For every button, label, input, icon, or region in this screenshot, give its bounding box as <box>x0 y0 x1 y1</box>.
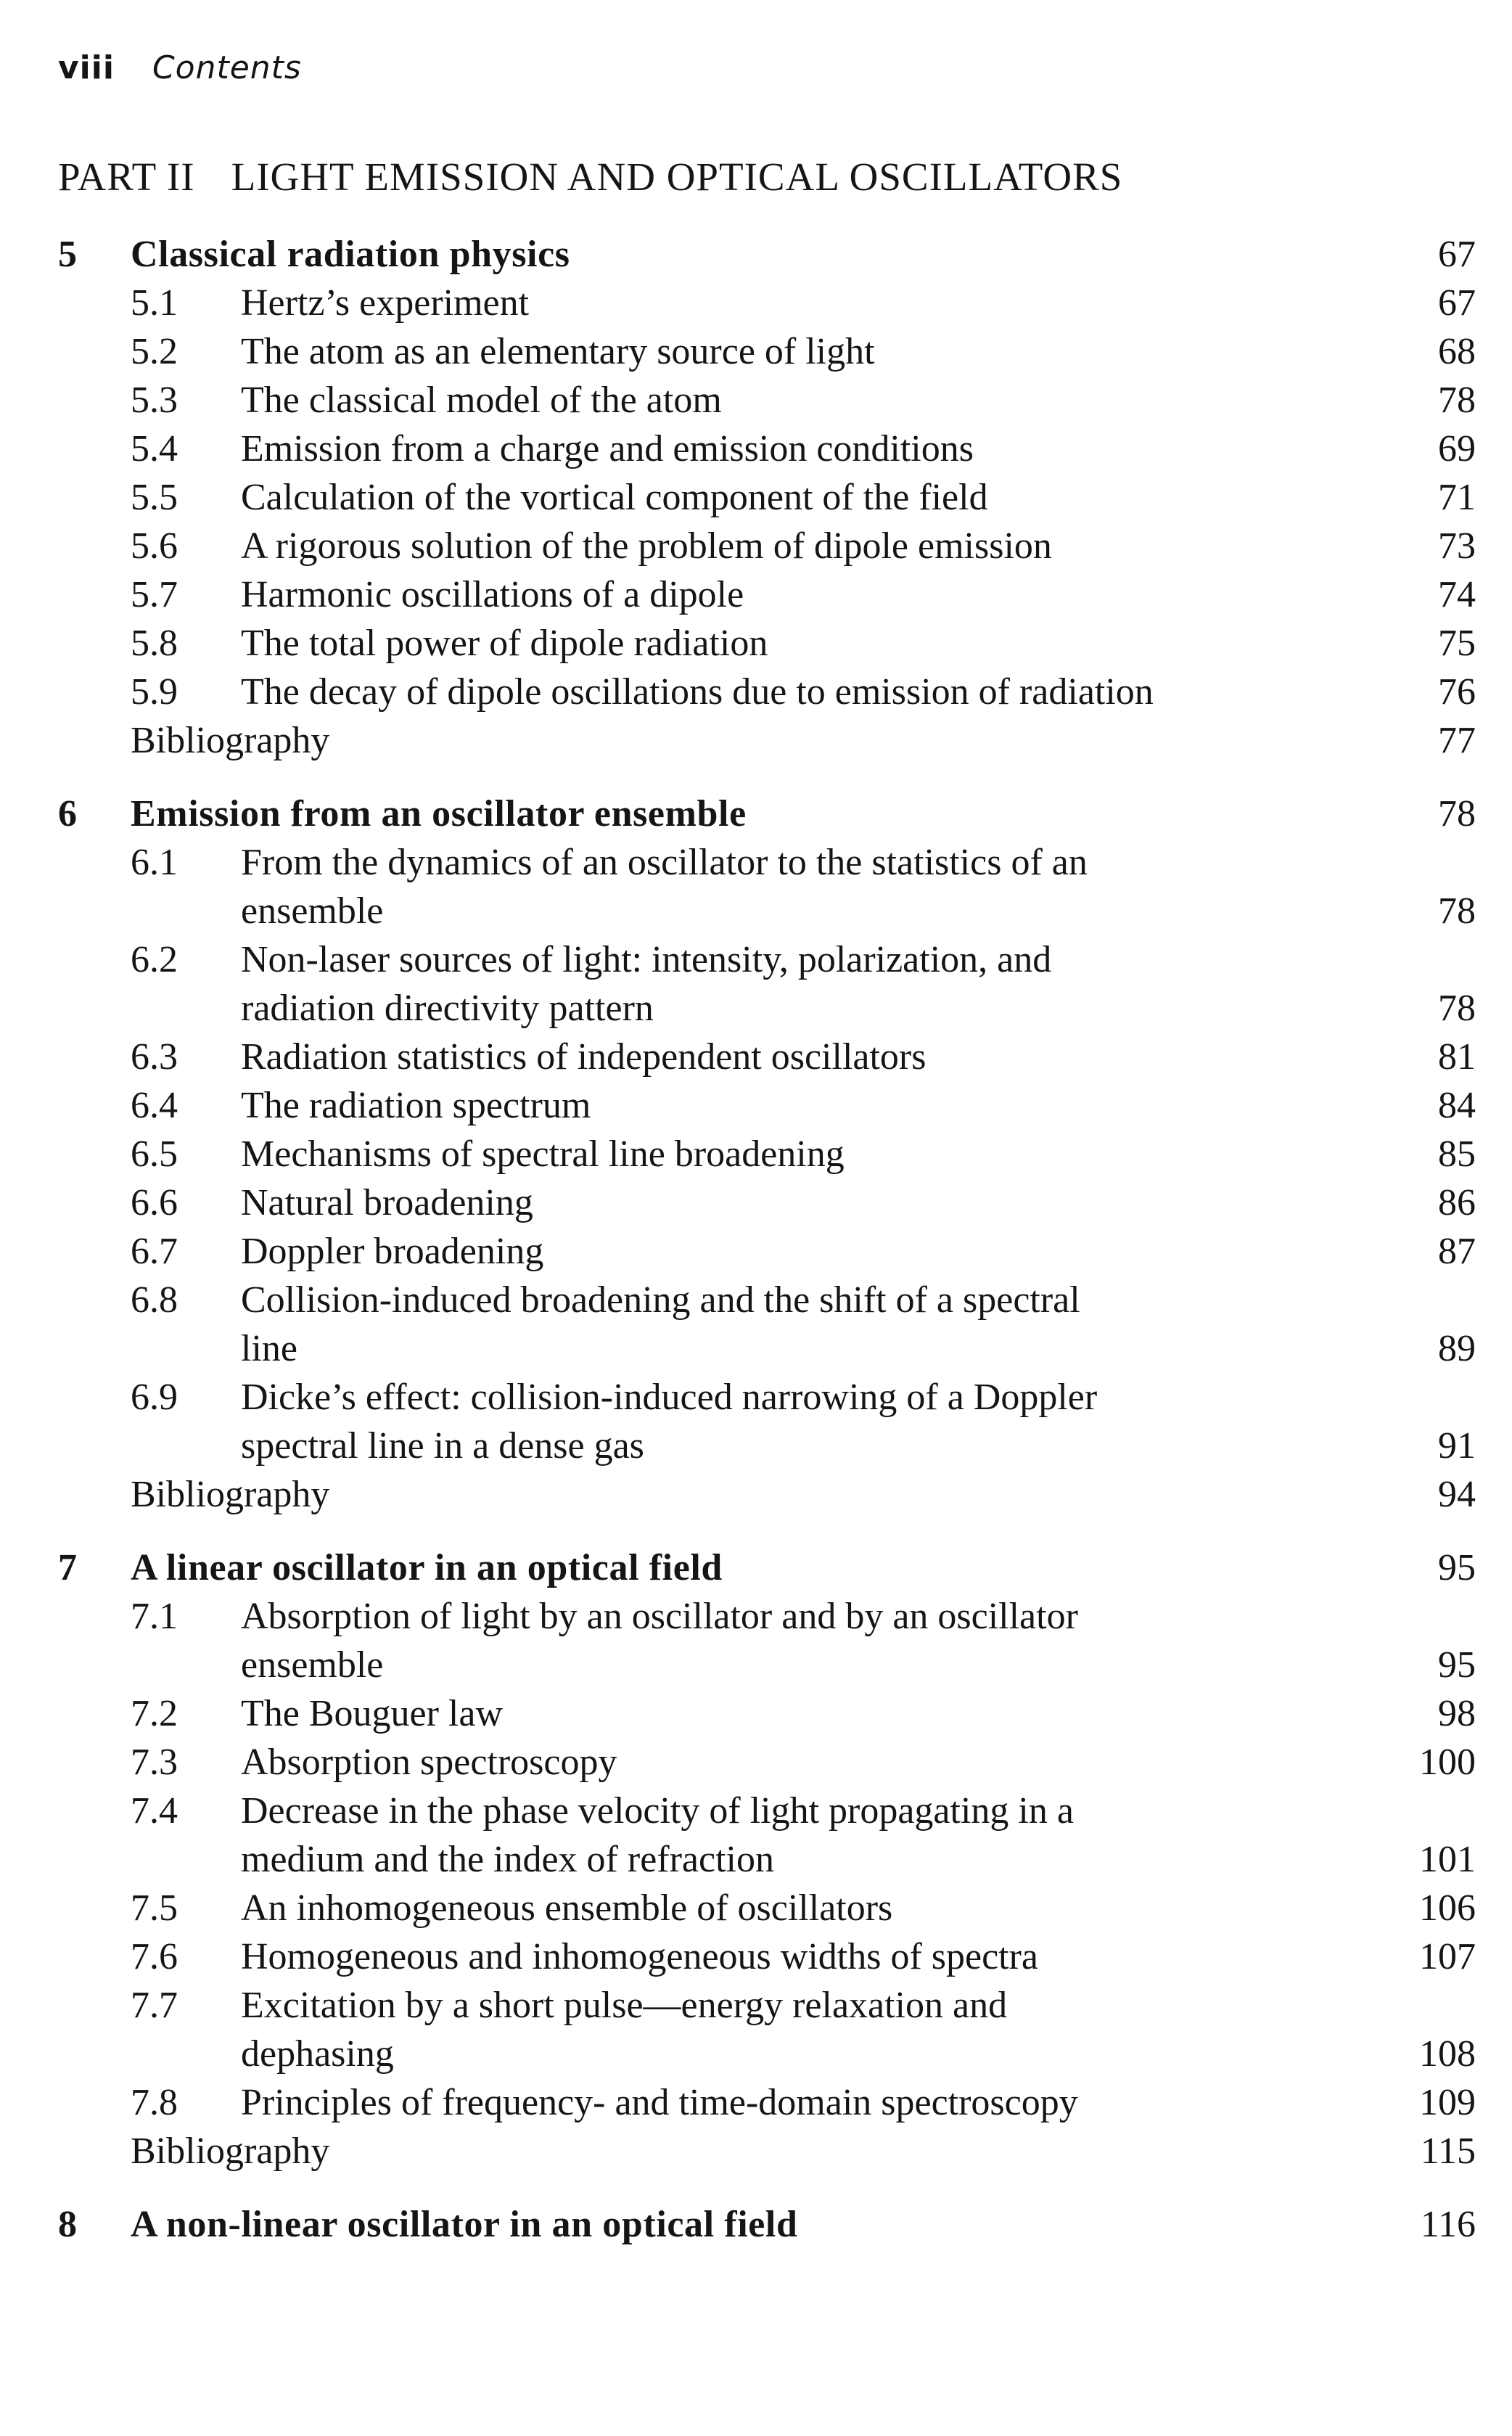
section-page: 81 <box>1438 1036 1476 1078</box>
section-number: 5.3 <box>131 380 178 421</box>
section-page: 69 <box>1438 428 1476 469</box>
section-title: The atom as an elementary source of light <box>241 331 875 372</box>
section-number: 5.1 <box>131 282 178 324</box>
part-label: PART II <box>58 155 195 199</box>
bibliography-entry <box>0 2128 1512 2175</box>
section-title: The total power of dipole radiation <box>241 623 768 664</box>
section-page: 71 <box>1438 477 1476 518</box>
section-page: 91 <box>1438 1425 1476 1467</box>
section-title: Excitation by a short pulse—energy relaxation and <box>241 1985 1008 2026</box>
section-number: 6.4 <box>131 1085 178 1126</box>
section-entry <box>0 668 1512 716</box>
section-number: 5.9 <box>131 671 178 713</box>
section-number: 7.3 <box>131 1742 178 1783</box>
running-head <box>58 49 302 93</box>
section-title: Principles of frequency- and time-domain spectroscopy <box>241 2082 1078 2123</box>
section-number: 7.8 <box>131 2082 178 2123</box>
section-number: 7.5 <box>131 1887 178 1929</box>
section-number: 7.4 <box>131 1790 178 1832</box>
section-title: radiation directivity pattern <box>241 988 654 1029</box>
section-entry <box>0 620 1512 668</box>
section-number: 5.4 <box>131 428 178 469</box>
chapter-page: 95 <box>1438 1547 1476 1588</box>
section-page: 73 <box>1438 525 1476 567</box>
section-page: 89 <box>1438 1328 1476 1369</box>
section-page: 74 <box>1438 574 1476 615</box>
section-title: Natural broadening <box>241 1182 533 1223</box>
section-title: A rigorous solution of the problem of dipole emission <box>241 525 1052 567</box>
chapter-heading <box>0 790 1512 838</box>
section-entry <box>0 1593 1512 1641</box>
section-entry <box>0 985 1512 1033</box>
section-title: Doppler broadening <box>241 1231 544 1272</box>
section-entry <box>0 1933 1512 1981</box>
section-title: Non-laser sources of light: intensity, polarization, and <box>241 939 1052 980</box>
section-number: 6.6 <box>131 1182 178 1223</box>
section-title: spectral line in a dense gas <box>241 1425 644 1467</box>
running-title: Contents <box>152 49 302 86</box>
chapter-title: Emission from an oscillator ensemble <box>131 793 747 834</box>
section-page: 68 <box>1438 331 1476 372</box>
section-number: 6.2 <box>131 939 178 980</box>
section-entry <box>0 1131 1512 1178</box>
chapter-title: A linear oscillator in an optical field <box>131 1547 723 1588</box>
section-page: 78 <box>1438 988 1476 1029</box>
section-title: The decay of dipole oscillations due to emission of radiation <box>241 671 1154 713</box>
section-title: Emission from a charge and emission conditions <box>241 428 974 469</box>
section-title: Calculation of the vortical component of the field <box>241 477 988 518</box>
section-page: 106 <box>1419 1887 1476 1929</box>
section-entry <box>0 279 1512 327</box>
chapter-number: 6 <box>58 793 77 834</box>
section-entry <box>0 2030 1512 2078</box>
section-page: 84 <box>1438 1085 1476 1126</box>
chapter-heading <box>0 2201 1512 2249</box>
chapter-title: Classical radiation physics <box>131 234 570 275</box>
bibliography-entry <box>0 1471 1512 1519</box>
section-page: 107 <box>1419 1936 1476 1977</box>
section-entry <box>0 328 1512 376</box>
bibliography-label: Bibliography <box>131 2131 330 2172</box>
section-page: 78 <box>1438 380 1476 421</box>
section-number: 6.7 <box>131 1231 178 1272</box>
section-entry <box>0 1982 1512 2030</box>
section-page: 86 <box>1438 1182 1476 1223</box>
bibliography-page: 77 <box>1438 720 1476 761</box>
section-number: 5.2 <box>131 331 178 372</box>
section-number: 5.7 <box>131 574 178 615</box>
section-title: Collision-induced broadening and the shift of a spectral <box>241 1279 1080 1321</box>
section-page: 87 <box>1438 1231 1476 1272</box>
section-number: 7.7 <box>131 1985 178 2026</box>
section-number: 7.6 <box>131 1936 178 1977</box>
chapter-title: A non-linear oscillator in an optical field <box>131 2204 798 2245</box>
section-title: Hertz’s experiment <box>241 282 530 324</box>
part-heading <box>58 154 1122 200</box>
section-title: Mechanisms of spectral line broadening <box>241 1133 845 1175</box>
section-entry <box>0 1422 1512 1470</box>
section-page: 98 <box>1438 1693 1476 1734</box>
page-number: viii <box>58 49 115 86</box>
section-entry <box>0 2079 1512 2127</box>
bibliography-label: Bibliography <box>131 1474 330 1515</box>
section-page: 101 <box>1419 1839 1476 1880</box>
chapter-number: 8 <box>58 2204 77 2245</box>
section-title: An inhomogeneous ensemble of oscillators <box>241 1887 893 1929</box>
section-page: 100 <box>1419 1742 1476 1783</box>
section-entry <box>0 1690 1512 1738</box>
section-number: 6.5 <box>131 1133 178 1175</box>
chapter-page: 67 <box>1438 234 1476 275</box>
section-page: 78 <box>1438 890 1476 932</box>
section-number: 5.8 <box>131 623 178 664</box>
section-title: Homogeneous and inhomogeneous widths of spectra <box>241 1936 1039 1977</box>
section-entry <box>0 1325 1512 1373</box>
section-title: Harmonic oscillations of a dipole <box>241 574 744 615</box>
section-entry <box>0 1179 1512 1227</box>
section-title: Radiation statistics of independent oscillators <box>241 1036 926 1078</box>
section-number: 6.8 <box>131 1279 178 1321</box>
section-entry <box>0 936 1512 984</box>
section-title: The Bouguer law <box>241 1693 504 1734</box>
section-page: 108 <box>1419 2033 1476 2075</box>
chapter-number: 5 <box>58 234 77 275</box>
section-entry <box>0 377 1512 425</box>
section-entry <box>0 522 1512 570</box>
chapter-heading <box>0 1544 1512 1592</box>
section-title: Dicke’s effect: collision-induced narrowing of a Doppler <box>241 1377 1098 1418</box>
section-entry <box>0 1641 1512 1689</box>
section-entry <box>0 1836 1512 1884</box>
section-number: 6.3 <box>131 1036 178 1078</box>
chapter-page: 116 <box>1420 2204 1476 2245</box>
section-number: 6.9 <box>131 1377 178 1418</box>
section-entry <box>0 474 1512 522</box>
section-entry <box>0 1885 1512 1932</box>
section-title: ensemble <box>241 890 384 932</box>
chapter-heading <box>0 231 1512 279</box>
section-title: ensemble <box>241 1644 384 1686</box>
section-number: 7.2 <box>131 1693 178 1734</box>
section-title: line <box>241 1328 297 1369</box>
section-entry <box>0 1276 1512 1324</box>
section-number: 7.1 <box>131 1596 178 1637</box>
section-entry <box>0 1228 1512 1276</box>
section-page: 109 <box>1419 2082 1476 2123</box>
bibliography-label: Bibliography <box>131 720 330 761</box>
section-entry <box>0 1082 1512 1130</box>
section-title: From the dynamics of an oscillator to the statistics of an <box>241 842 1088 883</box>
part-title: LIGHT EMISSION AND OPTICAL OSCILLATORS <box>231 155 1123 199</box>
section-entry <box>0 1033 1512 1081</box>
section-title: dephasing <box>241 2033 394 2075</box>
section-entry <box>0 1374 1512 1422</box>
section-page: 67 <box>1438 282 1476 324</box>
section-entry <box>0 839 1512 887</box>
section-page: 95 <box>1438 1644 1476 1686</box>
chapter-number: 7 <box>58 1547 77 1588</box>
section-page: 85 <box>1438 1133 1476 1175</box>
section-page: 75 <box>1438 623 1476 664</box>
section-entry <box>0 571 1512 619</box>
section-entry <box>0 1787 1512 1835</box>
section-title: Decrease in the phase velocity of light propagating in a <box>241 1790 1074 1832</box>
chapter-page: 78 <box>1438 793 1476 834</box>
bibliography-page: 94 <box>1438 1474 1476 1515</box>
section-number: 6.1 <box>131 842 178 883</box>
section-title: The radiation spectrum <box>241 1085 591 1126</box>
section-title: The classical model of the atom <box>241 380 722 421</box>
section-number: 5.6 <box>131 525 178 567</box>
bibliography-entry <box>0 717 1512 765</box>
section-title: Absorption spectroscopy <box>241 1742 617 1783</box>
section-entry <box>0 887 1512 935</box>
section-entry <box>0 1739 1512 1787</box>
section-page: 76 <box>1438 671 1476 713</box>
bibliography-page: 115 <box>1420 2131 1476 2172</box>
section-entry <box>0 425 1512 473</box>
section-number: 5.5 <box>131 477 178 518</box>
section-title: Absorption of light by an oscillator and by an oscillator <box>241 1596 1078 1637</box>
section-title: medium and the index of refraction <box>241 1839 774 1880</box>
